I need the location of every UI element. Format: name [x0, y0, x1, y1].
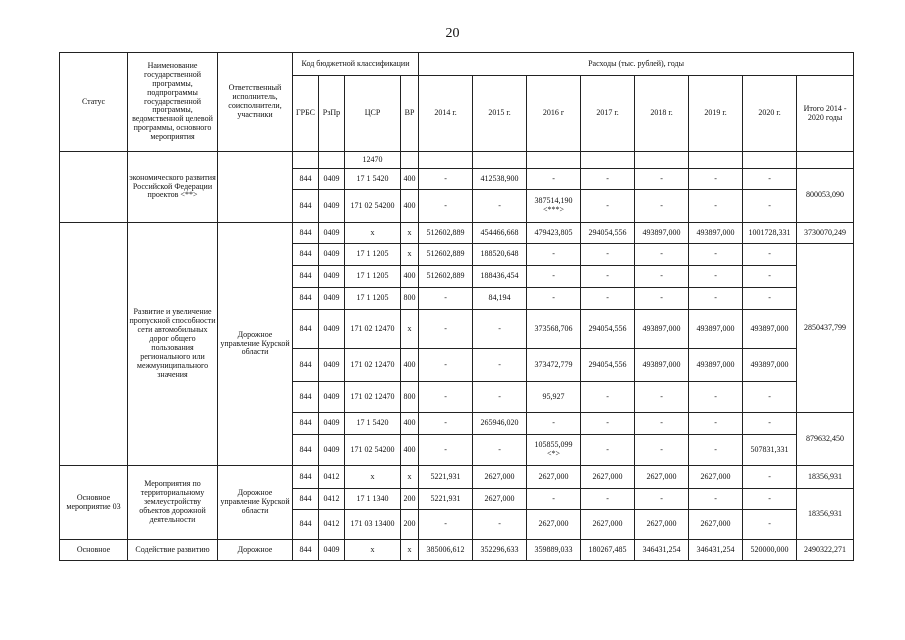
cell-vr: 400	[401, 349, 419, 382]
cell-y2019: -	[689, 244, 743, 266]
header-responsible: Ответственный исполнитель, соисполнители, участники	[218, 53, 293, 152]
cell-y2019: -	[689, 190, 743, 223]
cell-y2014: 512602,889	[419, 244, 473, 266]
cell-vr: x	[401, 540, 419, 561]
status-cell: Основное мероприятие 03	[60, 466, 128, 540]
header-expenses-group: Расходы (тыс. рублей), годы	[419, 53, 854, 76]
cell-y2020: -	[743, 288, 797, 310]
cell-y2014: 512602,889	[419, 266, 473, 288]
cell-y2017: -	[581, 169, 635, 190]
name-cell: Развитие и увеличение пропускной способности сети автомобильных дорог общего пользования регионального или межмуниципального значения	[128, 223, 218, 466]
cell-y2019: 2627,000	[689, 510, 743, 540]
cell-y2016: -	[527, 288, 581, 310]
table-row	[60, 152, 854, 169]
cell-y2014: 5221,931	[419, 466, 473, 489]
cell-vr: 400	[401, 413, 419, 435]
cell-y2018	[635, 152, 689, 169]
cell-grbs	[293, 152, 319, 169]
cell-grbs: 844	[293, 510, 319, 540]
cell-y2015: -	[473, 435, 527, 466]
cell-y2018: -	[635, 489, 689, 510]
total-cell: 18356,931	[797, 489, 854, 540]
cell-rzpr: 0409	[319, 349, 345, 382]
cell-rzpr: 0412	[319, 489, 345, 510]
header-code-group: Код бюджетной классификации	[293, 53, 419, 76]
cell-y2018: -	[635, 244, 689, 266]
cell-y2018: -	[635, 288, 689, 310]
cell-y2017	[581, 152, 635, 169]
cell-grbs: 844	[293, 466, 319, 489]
cell-y2015	[473, 152, 527, 169]
cell-csr: x	[345, 466, 401, 489]
responsible-cell: Дорожное управление Курской области	[218, 223, 293, 466]
header-rzpr: РзПр	[319, 76, 345, 152]
cell-y2017: -	[581, 382, 635, 413]
cell-grbs: 844	[293, 244, 319, 266]
responsible-cell	[218, 152, 293, 223]
cell-rzpr: 0409	[319, 540, 345, 561]
cell-grbs: 844	[293, 382, 319, 413]
cell-y2017: -	[581, 190, 635, 223]
cell-y2020: -	[743, 466, 797, 489]
cell-y2020: 507831,331	[743, 435, 797, 466]
cell-y2018: 2627,000	[635, 466, 689, 489]
cell-grbs: 844	[293, 169, 319, 190]
cell-vr: x	[401, 223, 419, 244]
cell-y2014: 5221,931	[419, 489, 473, 510]
cell-y2018: -	[635, 413, 689, 435]
total-cell	[797, 152, 854, 169]
cell-y2017: 2627,000	[581, 466, 635, 489]
cell-y2016: 105855,099 <*>	[527, 435, 581, 466]
cell-y2020: 1001728,331	[743, 223, 797, 244]
cell-y2015: 352296,633	[473, 540, 527, 561]
cell-csr: 171 02 12470	[345, 310, 401, 349]
cell-y2019: -	[689, 288, 743, 310]
header-csr: ЦСР	[345, 76, 401, 152]
cell-y2015: 454466,668	[473, 223, 527, 244]
cell-y2019: -	[689, 489, 743, 510]
cell-rzpr: 0409	[319, 435, 345, 466]
name-cell: Мероприятия по территориальному землеустройству объектов дорожной деятельности	[128, 466, 218, 540]
cell-y2020: 493897,000	[743, 349, 797, 382]
cell-rzpr	[319, 152, 345, 169]
header-2018: 2018 г.	[635, 76, 689, 152]
responsible-cell: Дорожное управление Курской области	[218, 466, 293, 540]
cell-y2016: 387514,190 <***>	[527, 190, 581, 223]
cell-grbs: 844	[293, 266, 319, 288]
cell-y2014: -	[419, 169, 473, 190]
header-2016: 2016 г	[527, 76, 581, 152]
cell-vr: 200	[401, 489, 419, 510]
cell-y2016: -	[527, 244, 581, 266]
cell-y2015: -	[473, 510, 527, 540]
cell-rzpr: 0409	[319, 190, 345, 223]
cell-y2015: 2627,000	[473, 489, 527, 510]
cell-vr: 400	[401, 169, 419, 190]
header-total: Итого 2014 - 2020 годы	[797, 76, 854, 152]
cell-y2015: 2627,000	[473, 466, 527, 489]
cell-rzpr: 0409	[319, 310, 345, 349]
cell-vr: 400	[401, 435, 419, 466]
cell-y2014: -	[419, 288, 473, 310]
cell-rzpr: 0412	[319, 510, 345, 540]
cell-y2019: -	[689, 382, 743, 413]
header-2014: 2014 г.	[419, 76, 473, 152]
cell-y2018: -	[635, 382, 689, 413]
cell-y2020: 493897,000	[743, 310, 797, 349]
total-cell: 2850437,799	[797, 244, 854, 413]
cell-y2019: -	[689, 413, 743, 435]
cell-y2019: 493897,000	[689, 223, 743, 244]
cell-y2016: -	[527, 489, 581, 510]
cell-y2018: -	[635, 190, 689, 223]
cell-vr: 200	[401, 510, 419, 540]
cell-vr	[401, 152, 419, 169]
cell-vr: 800	[401, 382, 419, 413]
cell-grbs: 844	[293, 540, 319, 561]
table-row	[60, 540, 854, 561]
cell-csr: 12470	[345, 152, 401, 169]
cell-y2018: -	[635, 266, 689, 288]
cell-y2018: 493897,000	[635, 223, 689, 244]
table-row	[60, 466, 854, 489]
cell-y2017: 180267,485	[581, 540, 635, 561]
cell-vr: 400	[401, 266, 419, 288]
header-vr: ВР	[401, 76, 419, 152]
cell-csr: x	[345, 223, 401, 244]
cell-grbs: 844	[293, 435, 319, 466]
cell-y2016: -	[527, 169, 581, 190]
header-status: Статус	[60, 53, 128, 152]
cell-y2016: 95,927	[527, 382, 581, 413]
cell-csr: 17 1 1205	[345, 288, 401, 310]
status-cell	[60, 152, 128, 223]
cell-y2015: -	[473, 382, 527, 413]
header-2017: 2017 г.	[581, 76, 635, 152]
cell-csr: 171 02 54200	[345, 190, 401, 223]
cell-y2020: -	[743, 266, 797, 288]
cell-y2016	[527, 152, 581, 169]
cell-y2019	[689, 152, 743, 169]
cell-csr: 17 1 1205	[345, 244, 401, 266]
cell-y2019: 493897,000	[689, 349, 743, 382]
cell-csr: 171 02 12470	[345, 382, 401, 413]
cell-vr: 800	[401, 288, 419, 310]
total-cell: 18356,931	[797, 466, 854, 489]
cell-y2020: -	[743, 190, 797, 223]
cell-grbs: 844	[293, 489, 319, 510]
cell-y2017: 294054,556	[581, 223, 635, 244]
cell-y2016: 373568,706	[527, 310, 581, 349]
cell-y2014: -	[419, 349, 473, 382]
cell-grbs: 844	[293, 349, 319, 382]
cell-y2014: -	[419, 310, 473, 349]
cell-y2017: -	[581, 435, 635, 466]
cell-y2014	[419, 152, 473, 169]
cell-y2020: -	[743, 413, 797, 435]
cell-y2015: 188436,454	[473, 266, 527, 288]
cell-vr: x	[401, 244, 419, 266]
cell-y2020	[743, 152, 797, 169]
cell-y2015: -	[473, 349, 527, 382]
header-row-1	[60, 53, 854, 76]
cell-rzpr: 0409	[319, 244, 345, 266]
cell-y2017: 2627,000	[581, 510, 635, 540]
cell-y2017: -	[581, 244, 635, 266]
header-grbs: ГРБС	[293, 76, 319, 152]
cell-y2019: -	[689, 169, 743, 190]
cell-rzpr: 0409	[319, 382, 345, 413]
cell-y2020: -	[743, 510, 797, 540]
cell-y2014: -	[419, 190, 473, 223]
cell-y2014: 512602,889	[419, 223, 473, 244]
cell-rzpr: 0409	[319, 223, 345, 244]
total-cell: 2490322,271	[797, 540, 854, 561]
cell-y2020: -	[743, 244, 797, 266]
name-cell: экономического развития Российской Федерации проектов <**>	[128, 152, 218, 223]
responsible-cell: Дорожное	[218, 540, 293, 561]
cell-y2019: 2627,000	[689, 466, 743, 489]
cell-csr: 17 1 1340	[345, 489, 401, 510]
cell-rzpr: 0409	[319, 266, 345, 288]
cell-y2018: 493897,000	[635, 349, 689, 382]
cell-y2018: 493897,000	[635, 310, 689, 349]
cell-grbs: 844	[293, 288, 319, 310]
page-number: 20	[445, 26, 460, 41]
cell-csr: x	[345, 540, 401, 561]
cell-y2016: 373472,779	[527, 349, 581, 382]
cell-grbs: 844	[293, 223, 319, 244]
cell-y2016: 2627,000	[527, 510, 581, 540]
cell-csr: 171 02 12470	[345, 349, 401, 382]
status-cell: Основное	[60, 540, 128, 561]
header-2020: 2020 г.	[743, 76, 797, 152]
cell-rzpr: 0409	[319, 413, 345, 435]
cell-y2015: 188520,648	[473, 244, 527, 266]
cell-y2017: 294054,556	[581, 349, 635, 382]
cell-rzpr: 0409	[319, 288, 345, 310]
cell-csr: 171 02 54200	[345, 435, 401, 466]
cell-y2016: 359889,033	[527, 540, 581, 561]
cell-y2016: -	[527, 413, 581, 435]
cell-y2018: 2627,000	[635, 510, 689, 540]
cell-y2019: 493897,000	[689, 310, 743, 349]
cell-y2017: -	[581, 413, 635, 435]
cell-y2020: -	[743, 169, 797, 190]
cell-y2019: -	[689, 266, 743, 288]
header-2015: 2015 г.	[473, 76, 527, 152]
cell-y2017: -	[581, 489, 635, 510]
cell-y2018: -	[635, 169, 689, 190]
cell-y2015: 265946,020	[473, 413, 527, 435]
cell-csr: 17 1 1205	[345, 266, 401, 288]
cell-csr: 17 1 5420	[345, 413, 401, 435]
total-cell: 879632,450	[797, 413, 854, 466]
cell-y2020: -	[743, 489, 797, 510]
name-cell: Содействие развитию	[128, 540, 218, 561]
cell-y2017: -	[581, 288, 635, 310]
cell-y2016: -	[527, 266, 581, 288]
cell-rzpr: 0409	[319, 169, 345, 190]
budget-table	[59, 52, 854, 561]
cell-y2015: 84,194	[473, 288, 527, 310]
cell-y2015: -	[473, 190, 527, 223]
cell-y2016: 479423,805	[527, 223, 581, 244]
header-name: Наименование государственной программы, подпрограммы государственной программы, ведомственной целевой программы, основного мероприятия	[128, 53, 218, 152]
cell-y2017: 294054,556	[581, 310, 635, 349]
cell-grbs: 844	[293, 190, 319, 223]
cell-y2014: -	[419, 510, 473, 540]
cell-grbs: 844	[293, 310, 319, 349]
cell-vr: x	[401, 466, 419, 489]
cell-grbs: 844	[293, 413, 319, 435]
cell-rzpr: 0412	[319, 466, 345, 489]
cell-y2014: 385006,612	[419, 540, 473, 561]
total-cell: 3730070,249	[797, 223, 854, 244]
cell-y2018: 346431,254	[635, 540, 689, 561]
cell-vr: 400	[401, 190, 419, 223]
cell-y2020: -	[743, 382, 797, 413]
cell-y2015: -	[473, 310, 527, 349]
cell-y2014: -	[419, 413, 473, 435]
table-row	[60, 223, 854, 244]
cell-y2020: 520000,000	[743, 540, 797, 561]
cell-csr: 17 1 5420	[345, 169, 401, 190]
header-2019: 2019 г.	[689, 76, 743, 152]
cell-y2014: -	[419, 435, 473, 466]
status-cell	[60, 223, 128, 466]
cell-y2019: 346431,254	[689, 540, 743, 561]
cell-y2019: -	[689, 435, 743, 466]
cell-y2017: -	[581, 266, 635, 288]
cell-y2018: -	[635, 435, 689, 466]
cell-csr: 171 03 13400	[345, 510, 401, 540]
cell-y2014: -	[419, 382, 473, 413]
cell-y2016: 2627,000	[527, 466, 581, 489]
cell-y2015: 412538,900	[473, 169, 527, 190]
cell-vr: x	[401, 310, 419, 349]
total-cell: 800053,090	[797, 169, 854, 223]
